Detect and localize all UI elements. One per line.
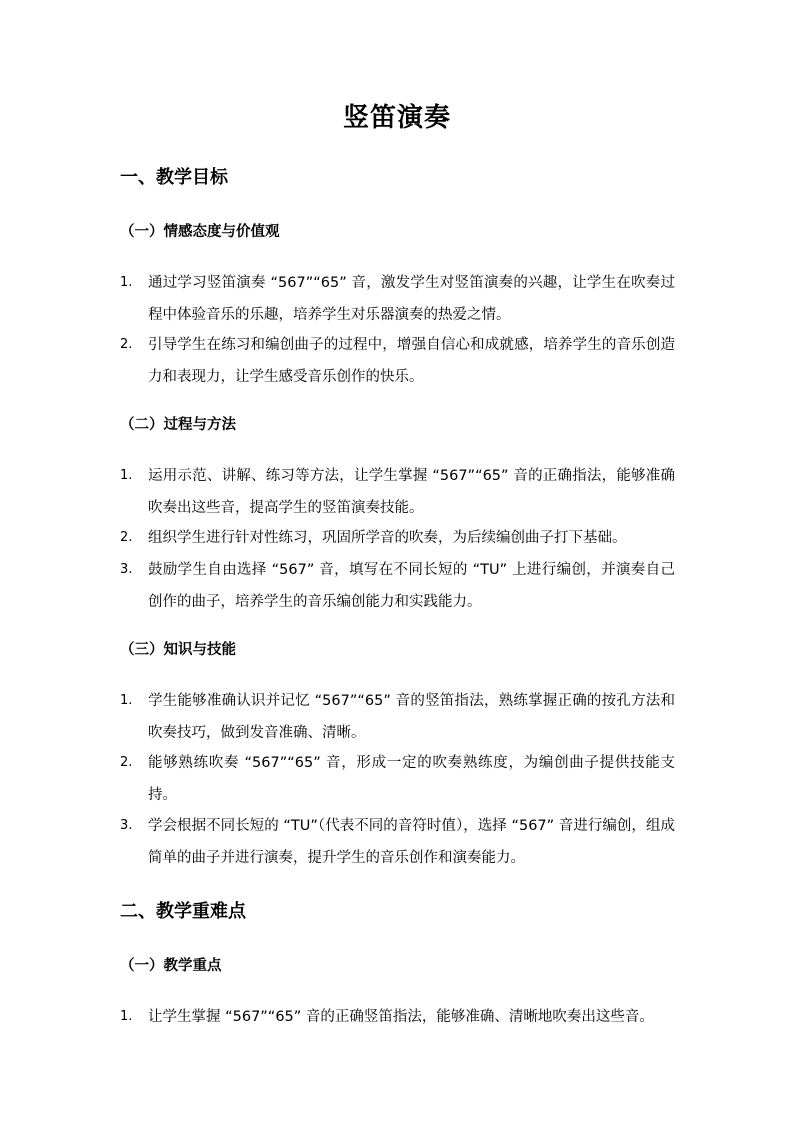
- list-item-number: 1.: [120, 468, 133, 483]
- subsection-heading-emotion-attitude: （一）情感态度与价值观: [120, 224, 280, 240]
- document-title: 竖笛演奏: [342, 103, 451, 133]
- list-item-number: 3.: [120, 818, 133, 833]
- list-item-number: 2.: [120, 337, 133, 352]
- list-item-text: 运用示范、讲解、练习等方法，让学生掌握 “567”“65” 音的正确指法，能够准确吹奏出这些音，提高学生的竖笛演奏技能。: [148, 468, 675, 516]
- list-item-text: 引导学生在练习和编创曲子的过程中，增强自信心和成就感，培养学生的音乐创造力和表现力，让学生感受音乐创作的快乐。: [148, 337, 675, 385]
- list-item-number: 2.: [120, 530, 133, 545]
- list-item-text: 学会根据不同长短的 “TU”（代表不同的音符时值），选择 “567” 音进行编创，组成简单的曲子并进行演奏，提升学生的音乐创作和演奏能力。: [148, 818, 675, 866]
- list-item-number: 1.: [120, 275, 133, 290]
- list-item-text: 通过学习竖笛演奏 “567”“65” 音，激发学生对竖笛演奏的兴趣，让学生在吹奏过程中体验音乐的乐趣，培养学生对乐器演奏的热爱之情。: [148, 275, 675, 323]
- list-item-number: 1.: [120, 693, 133, 708]
- list-item-text: 让学生掌握 “567”“65” 音的正确竖笛指法，能够准确、清晰地吹奏出这些音。: [148, 1009, 654, 1025]
- list-item-text: 学生能够准确认识并记忆 “567”“65” 音的竖笛指法，熟练掌握正确的按孔方法和吹奏技巧，做到发音准确、清晰。: [148, 693, 675, 741]
- list-item-number: 3.: [120, 562, 133, 577]
- subsection-heading-knowledge-skills: （三）知识与技能: [120, 642, 236, 658]
- section-heading-key-difficult-points: 二、教学重难点: [120, 901, 246, 922]
- list-item-text: 组织学生进行针对性练习，巩固所学音的吹奏，为后续编创曲子打下基础。: [148, 530, 627, 546]
- subsection-heading-teaching-focus: （一）教学重点: [120, 958, 222, 974]
- section-heading-teaching-goals: 一、教学目标: [120, 167, 228, 188]
- subsection-heading-process-method: （二）过程与方法: [120, 417, 236, 433]
- list-item-number: 2.: [120, 755, 133, 770]
- list-item-text: 能够熟练吹奏 “567”“65” 音，形成一定的吹奏熟练度，为编创曲子提供技能支持。: [148, 755, 675, 803]
- list-item-text: 鼓励学生自由选择 “567” 音，填写在不同长短的 “TU” 上进行编创，并演奏自己创作的曲子，培养学生的音乐编创能力和实践能力。: [148, 562, 675, 610]
- list-item-number: 1.: [120, 1009, 133, 1024]
